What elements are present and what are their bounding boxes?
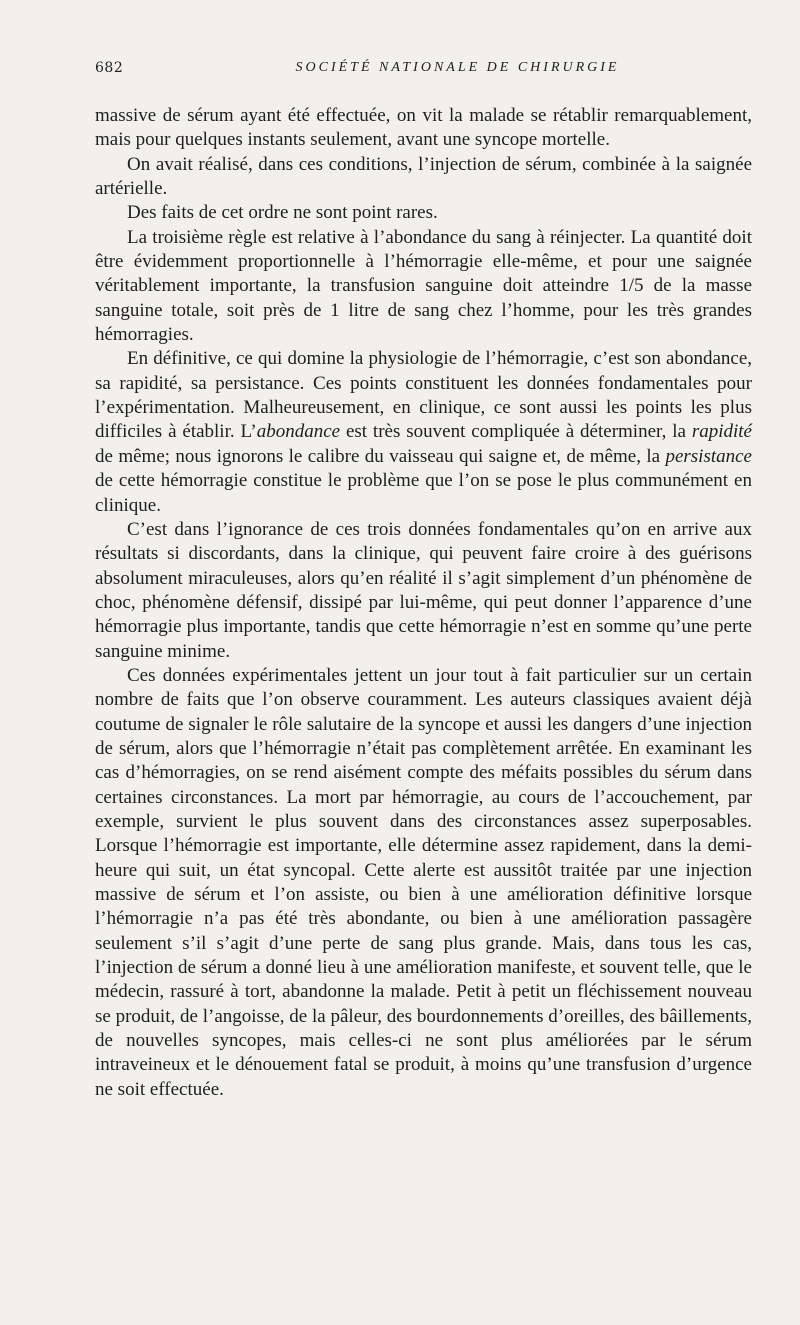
paragraph-5-part-1: En définitive, ce qui domine la physiologie de l’hémorragie, c’est son abondance, sa rapidité, sa persistance. Ces points constituent les données fondamentales pour l’expérimentation. Malheureusement, en clinique, ce sont aussi les points les plus difficiles à établir. L’ xyxy=(95,348,752,443)
page-number: 682 xyxy=(95,60,124,76)
paragraph-3: Des faits de cet ordre ne sont point rares. xyxy=(127,202,438,224)
emphasis-abondance: abondance xyxy=(256,421,341,443)
paragraph-4: La troisième règle est relative à l’abondance du sang à réinjecter. La quantité doit être évidemment proportionnelle à l’hémorragie elle-même, et pour une saignée véritablement importante, la transfusion sanguine doit atteindre 1/5 de la masse sanguine totale, soit près de 1 litre de sang chez l’homme, pour les très grandes hémorragies. xyxy=(95,226,752,346)
paragraph-5-part-4: de cette hémorragie constitue le problème que l’on se pose le plus communément en clinique. xyxy=(95,470,752,516)
emphasis-rapidite: rapidité xyxy=(691,421,752,443)
paragraph-1: massive de sérum ayant été effectuée, on vit la malade se rétablir remarquablement, mais pour quelques instants seulement, avant une syncope mortelle. xyxy=(95,105,752,151)
paragraph-5-part-2: est très souvent compliquée à déterminer, la xyxy=(340,421,692,443)
paragraph-7: Ces données expérimentales jettent un jour tout à fait particulier sur un certain nombre de faits que l’on observe couramment. Les auteurs classiques avaient déjà coutume de signaler le rôle salutaire de la syncope et aussi les dangers d’une injection de sérum, alors que l’hémorragie n’était pas complètement arrêtée. En examinant les cas d’hémorragies, on se rend aisément compte des méfaits possibles du sérum dans certaines circonstances. La mort par hémorragie, au cours de l’accouchement, par exemple, survient le plus souvent dans des circonstances assez superposables. Lorsque l’hémorragie est importante, elle détermine assez rapidement, dans la demi-heure qui suit, un état syncopal. Cette alerte est aussitôt traitée par une injection massive de sérum et l’on assiste, ou bien à une amélioration définitive lorsque l’hémorragie n’a pas été très abondante, ou bien à une amélioration passagère seulement s’il s’agit d’une perte de sang plus grande. Mais, dans tous les cas, l’injection de sérum a donné lieu à une amélioration manifeste, et souvent telle, que le médecin, rassuré à tort, abandonne la malade. Petit à petit un fléchissement nouveau se produit, de l’angoisse, de la pâleur, des bourdonnements d’oreilles, des bâillements, de nouvelles syncopes, mais celles-ci ne sont plus améliorées par le sérum intraveineux et le dénouement fatal se produit, à moins qu’une transfusion d’urgence ne soit effectuée. xyxy=(95,664,752,1100)
emphasis-persistance: persistance xyxy=(665,445,752,467)
paragraph-2: On avait réalisé, dans ces conditions, l’injection de sérum, combinée à la saignée artérielle. xyxy=(95,153,752,200)
running-title: SOCIÉTÉ NATIONALE DE CHIRURGIE xyxy=(295,60,620,75)
paragraph-5 xyxy=(95,347,752,517)
paragraph-6: C’est dans l’ignorance de ces trois données fondamentales qu’on en arrive aux résultats si discordants, dans la clinique, qui peuvent faire croire à des guérisons absolument miraculeuses, alors qu’en réalité il s’agit simplement d’un phénomène de choc, phénomène défensif, dissipé par lui-même, qui peut donner l’apparence d’une hémorragie plus importante, tandis que cette hémorragie n’est en somme qu’une perte sanguine minime. xyxy=(95,518,752,662)
page-header xyxy=(95,60,750,86)
paragraph-5-part-3: de même; nous ignorons le calibre du vaisseau qui saigne et, de même, la xyxy=(95,445,666,467)
body-text xyxy=(95,104,752,1102)
